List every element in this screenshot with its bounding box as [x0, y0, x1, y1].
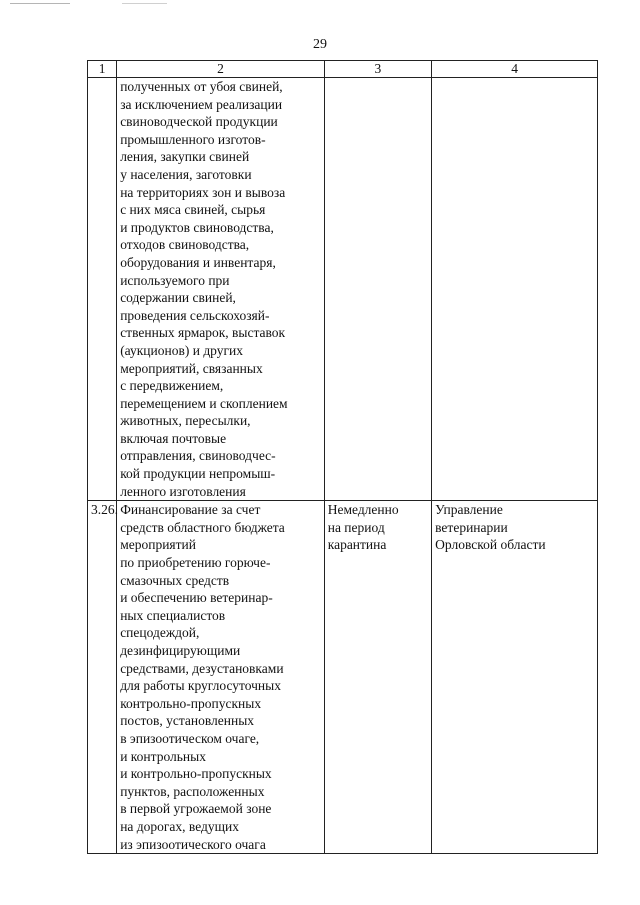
measure-text-line: оборудования и инвентаря,	[120, 254, 276, 270]
measure-text-line: содержании свиней,	[120, 290, 236, 306]
scan-artifact-line	[10, 3, 70, 4]
measure-cell	[117, 78, 325, 501]
measure-text-line: средств областного бюджета	[120, 519, 285, 535]
measure-text-line: на дорогах, ведущих	[120, 818, 240, 834]
responsible-cell	[432, 78, 598, 501]
measure-text-line: в эпизоотическом очаге,	[120, 730, 260, 746]
measure-text-line: и обеспечению ветеринар-	[120, 590, 273, 606]
measure-text-line: Финансирование за счет	[120, 502, 261, 518]
measure-text-line: постов, установленных	[120, 713, 255, 729]
page-number: 29	[313, 37, 327, 52]
header-col-4: 4	[432, 61, 598, 78]
measure-text-line: ных специалистов	[120, 607, 226, 623]
measure-text-line: промышленного изготов-	[120, 131, 266, 147]
header-row	[88, 61, 598, 78]
measure-text-line: проведения сельскохозяй-	[120, 307, 270, 323]
measure-text-line: контрольно-пропускных	[120, 695, 262, 711]
header-col-2: 2	[117, 61, 325, 78]
term-text-line: карантина	[327, 537, 387, 553]
measure-text-line: отправления, свиноводчес-	[120, 448, 276, 464]
measure-text-line: кой продукции непромыш-	[120, 466, 276, 482]
measure-text-line: по приобретению горюче-	[120, 555, 271, 571]
measure-text-line: и контрольно-пропускных	[120, 766, 272, 782]
measure-text-line: из эпизоотического очага	[120, 836, 266, 852]
measure-text-line: включая почтовые	[120, 430, 227, 446]
measure-text-line: перемещением и скоплением	[120, 395, 288, 411]
term-cell	[324, 78, 431, 501]
measure-text-line: для работы круглосуточных	[120, 678, 281, 694]
measure-text-line: спецодеждой,	[120, 625, 200, 641]
measure-text-line: полученных от убоя свиней,	[120, 79, 283, 94]
measure-text-line: за исключением реализации	[120, 96, 283, 112]
responsible-text-line: Орловской области	[435, 537, 546, 553]
measure-text-line: с передвижением,	[120, 378, 224, 394]
measure-text-line: используемого при	[120, 272, 230, 288]
measure-text-line: ления, закупки свиней	[120, 149, 250, 165]
measure-text-line: дезинфицирующими	[120, 643, 241, 658]
measures-table	[87, 60, 598, 854]
table-row	[88, 78, 598, 501]
measure-text-line: с них мяса свиней, сырья	[120, 202, 266, 218]
measure-text-line: и продуктов свиноводства,	[120, 219, 274, 235]
measure-text-line: ленного изготовления	[120, 483, 246, 499]
measure-text-line: отходов свиноводства,	[120, 237, 250, 253]
measure-text-line: свиноводческой продукции	[120, 114, 278, 130]
header-col-3: 3	[324, 61, 431, 78]
measure-text-line: в первой угрожаемой зоне	[120, 801, 272, 817]
measure-text-line: животных, пересылки,	[120, 413, 251, 429]
measure-text-line: средствами, дезустановками	[120, 660, 284, 676]
measure-text-line: смазочных средств	[120, 572, 230, 588]
term-cell	[324, 501, 431, 854]
measure-text-line: мероприятий	[120, 537, 196, 553]
table-row	[88, 501, 598, 854]
measure-text-line: мероприятий, связанных	[120, 360, 263, 376]
row-number-cell	[88, 78, 117, 501]
measure-text-line: ственных ярмарок, выставок	[120, 325, 286, 341]
header-col-1: 1	[88, 61, 117, 78]
scan-artifact-line	[122, 3, 167, 4]
row-number-cell	[88, 501, 117, 854]
responsible-text-line: Управление	[435, 502, 503, 518]
measure-cell	[117, 501, 325, 854]
measure-text-line: у населения, заготовки	[120, 166, 252, 182]
responsible-cell	[432, 501, 598, 854]
measure-text-line: на территориях зон и вывоза	[120, 184, 286, 200]
measure-text-line: пунктов, расположенных	[120, 783, 265, 799]
measure-text-line: и контрольных	[120, 748, 206, 764]
measure-text-line: (аукционов) и других	[120, 342, 244, 358]
row-number: 3.26.	[91, 502, 118, 518]
term-text-line: на период	[327, 519, 385, 535]
term-text-line: Немедленно	[327, 502, 399, 518]
responsible-text-line: ветеринарии	[435, 519, 508, 535]
